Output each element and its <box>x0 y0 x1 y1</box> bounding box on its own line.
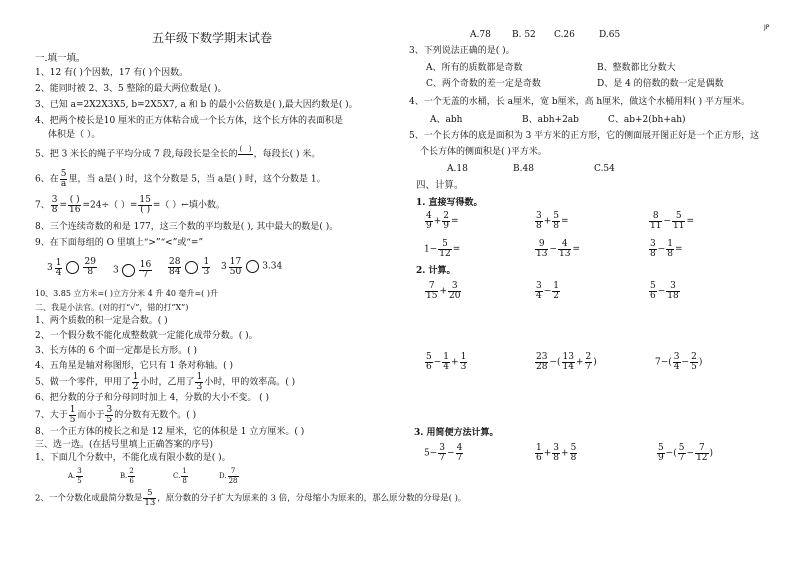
judge-5: 5、做一个零件，甲用了 $\frac{1}{2}$ 小时，乙用了 $\frac{1}{3}$ 小时，甲的效率高。( ) <box>35 372 296 392</box>
question-10: 10、3.85 立方米=( )立方分米 4 升 40 毫升=( )升 <box>35 289 218 298</box>
choose-2-option-b: B. 52 <box>512 30 536 40</box>
question-7: 7、 $\frac{3}{8}$ = $\frac{( )}{16}$ =24÷（ ）= $\frac{15}{( )}$ =（ ）←填小数。 <box>35 195 225 215</box>
q6-fraction: $\frac{5}{a}$ <box>60 169 67 189</box>
q6-text-b: 里，当 a是( ) 时，这个分数是 5，当 a是( ) 时，这个分数是 1。 <box>68 174 326 185</box>
choose-4-option-a: A、abh <box>430 115 463 125</box>
calc-1-5: $\frac{9}{13}$ − $\frac{4}{13}$ = <box>536 239 580 259</box>
judge-2: 2、一个假分数不能化成整数就一定能化成带分数。( )。 <box>35 331 258 341</box>
choose-2-option-d: D.65 <box>599 30 621 40</box>
compare-circle[interactable] <box>122 264 135 277</box>
choose-3-option-c: C、两个奇数的差一定是奇数 <box>426 79 541 89</box>
section-judge: 二、我是小法官。(对的打“√”，错的打“X”) <box>35 303 189 312</box>
question-4-line2: 体积是（ ）。 <box>48 130 101 140</box>
calc-2-1: $\frac{7}{15}$ + $\frac{3}{20}$ <box>426 281 461 301</box>
q9-item-4: 3 $\frac{17}{50}$ 3.34 <box>221 257 283 277</box>
question-3: 3、已知 a=2X2X3X5, b=2X5X7, a 和 b 的最小公倍数是( ),最大因约数是( )。 <box>35 100 358 110</box>
calc-2-6: 7−( $\frac{3}{4}$ − $\frac{2}{5}$ ) <box>655 352 703 372</box>
question-9: 9、在下面每组的 O 里填上“>”“<”或“=” <box>35 238 204 248</box>
compare-circle[interactable] <box>185 261 198 274</box>
choose-1-option-c: C. $\frac{1}{8}$ <box>173 467 187 485</box>
q6-text-a: 6、在 <box>35 174 59 185</box>
header-mark: JP <box>764 24 770 31</box>
choose-1-option-a: A. $\frac{3}{5}$ <box>68 467 82 485</box>
judge-7: 7、大于 $\frac{1}{5}$ 而小于 $\frac{3}{5}$ 的分数有无数个。( ) <box>35 405 197 425</box>
question-6 <box>35 170 326 188</box>
choose-5-option-b: B.48 <box>513 164 534 174</box>
choose-1-option-d: D. $\frac{7}{28}$ <box>219 467 238 485</box>
calc-3-2: $\frac{1}{6}$ + $\frac{3}{8}$ + $\frac{5}{8}$ <box>536 443 577 463</box>
calc-2-4: $\frac{5}{6}$ − $\frac{1}{4}$ + $\frac{1}{3}$ <box>426 352 467 372</box>
judge-6: 6、把分数的分子和分母同时加上 4，分数的大小不变。 ( ) <box>35 393 270 403</box>
q9-item-3: $\frac{28}{84}$ $\frac{1}{3}$ <box>169 257 210 277</box>
calc-part-2: 2. 计算。 <box>416 266 456 276</box>
q7-fraction-2: $\frac{( )}{16}$ <box>69 195 81 215</box>
choose-5-line1: 5、一个长方体的底是面积为 3 平方米的正方形，它的侧面展开图正好是一个正方形，这 <box>409 131 760 141</box>
question-1: 1、12 有( )个因数，17 有( )个因数。 <box>35 68 189 78</box>
choose-4-option-b: B、abh+2ab <box>522 115 579 125</box>
calc-1-6: $\frac{3}{8}$ − $\frac{1}{8}$ = <box>650 239 683 259</box>
q9-item-2: 3 $\frac{16}{7}$ <box>113 260 152 280</box>
judge-3: 3、长方体的 6 个面一定都是长方形。( ) <box>35 346 198 356</box>
q5-blank-fraction: ( ) <box>239 145 252 153</box>
q5-text-b: ，每段长( ) 米。 <box>253 149 321 160</box>
question-4-line1: 4、把两个棱长是10 厘米的正方体粘合成一个长方体，这个长方体的表面积是 <box>35 116 344 126</box>
calc-3-3: $\frac{5}{9}$ −( $\frac{5}{7}$ − $\frac{7}{12}$ ) <box>658 443 714 463</box>
choose-4: 4、一个无盖的水桶，长 a厘米，宽 b厘米，高 h厘米，做这个水桶用料( ) 平方厘米。 <box>409 97 750 107</box>
question-8: 8、三个连续奇数的和是 177，这三个数的平均数是( ), 其中最大的数是( )。 <box>35 222 339 232</box>
calc-1-1: $\frac{4}{9}$ + $\frac{2}{9}$ = <box>426 211 459 231</box>
choose-5-line2: 个长方体的侧面积是( )平方米。 <box>420 147 547 157</box>
q7-fraction-3: $\frac{15}{( )}$ <box>139 195 151 215</box>
choose-3: 3、下列说法正确的是( )。 <box>409 46 515 56</box>
calc-1-4: 1− $\frac{5}{12}$ = <box>424 239 461 259</box>
q5-text-a: 5、把 3 米长的绳子平均分成 7 段,每段长是全长的 <box>35 149 238 160</box>
compare-circle[interactable] <box>246 260 259 273</box>
choose-2-option-a: A.78 <box>470 30 491 40</box>
choose-3-option-b: B、整数都比分数大 <box>597 63 676 73</box>
choose-2: 2、一个分数化成最简分数是 $\frac{5}{13}$ ，原分数的分子扩大为原来的 3 倍，分母缩小为原来的，那么原分数的分母是( )。 <box>35 488 467 508</box>
judge-4: 4、五角星是轴对称图形，它只有 1 条对称轴。( ) <box>35 361 234 371</box>
section-choose: 三、选一选。(在括号里填上正确答案的序号) <box>35 440 214 450</box>
question-2: 2、能同时被 2、3、5 整除的最大两位数是( )。 <box>35 84 227 94</box>
choose-3-option-d: D、是 4 的倍数的数一定是偶数 <box>597 79 724 89</box>
calc-2-2: $\frac{3}{4}$ − $\frac{1}{2}$ <box>536 281 560 301</box>
choose-1: 1、下面几个分数中，不能化成有限小数的是( )。 <box>35 453 231 463</box>
choose-3-option-a: A、所有的质数都是奇数 <box>426 63 523 73</box>
section-fill-in: 一.填一填。 <box>35 53 86 64</box>
compare-circle[interactable] <box>66 261 79 274</box>
calc-part-1: 1. 直接写得数。 <box>416 198 483 208</box>
exam-title: 五年级下数学期末试卷 <box>152 31 273 45</box>
choose-5-option-c: C.54 <box>594 164 615 174</box>
calc-part-3: 3. 用简便方法计算。 <box>414 428 499 438</box>
section-calc: 四、计算。 <box>416 180 464 191</box>
calc-2-3: $\frac{5}{6}$ − $\frac{3}{18}$ <box>650 281 679 301</box>
choose-1-option-b: B. $\frac{2}{6}$ <box>120 467 134 485</box>
judge-1: 1、两个质数的积一定是合数。( ) <box>35 316 168 326</box>
q9-item-1: 3 $\frac{1}{4}$ $\frac{29}{8}$ <box>47 257 96 278</box>
calc-2-5: $\frac{23}{28}$ −( $\frac{13}{14}$ + $\frac{2}{7}$ ) <box>536 352 597 372</box>
calc-3-1: 5− $\frac{3}{7}$ − $\frac{4}{7}$ <box>424 443 463 463</box>
choose-5-option-a: A.18 <box>447 164 468 174</box>
calc-1-2: $\frac{3}{8}$ + $\frac{5}{8}$ = <box>536 211 569 231</box>
calc-1-3: $\frac{8}{11}$ − $\frac{5}{11}$ = <box>650 211 694 231</box>
choose-4-option-c: C、ab+2(bh+ah) <box>608 115 686 125</box>
judge-8: 8、一个正方体的棱长之和是 12 厘米，它的体积是 1 立方厘米。( ) <box>35 427 305 437</box>
choose-2-option-c: C.26 <box>554 30 575 40</box>
q7-fraction-1: $\frac{3}{8}$ <box>51 195 58 215</box>
question-5 <box>35 145 320 163</box>
